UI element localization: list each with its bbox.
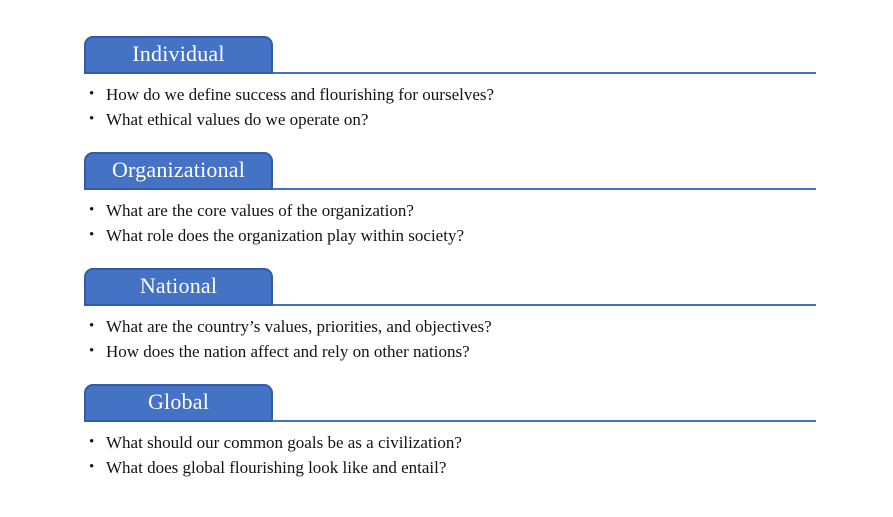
bullet-dot-icon [89,430,94,455]
question-text: How do we define success and flourishing for ourselves? [106,85,495,104]
section-header [84,270,816,306]
bullet-dot-icon [89,455,94,480]
bullet-dot-icon [89,223,94,248]
question-list [84,74,816,132]
question-text: What are the core values of the organization? [106,201,414,220]
bullet-dot-icon [89,107,94,132]
bullet-dot-icon [89,314,94,339]
section-header [84,38,816,74]
question-text: What should our common goals be as a civilization? [106,433,462,452]
level-tab [84,268,273,306]
question-item [84,198,816,223]
section-header [84,154,816,190]
question-item [84,82,816,107]
level-tab [84,384,273,422]
question-text: What role does the organization play within society? [106,226,464,245]
question-list [84,306,816,364]
question-text: What ethical values do we operate on? [106,110,369,129]
question-item [84,339,816,364]
bullet-dot-icon [89,198,94,223]
question-item [84,223,816,248]
level-tab [84,152,273,190]
question-text: What does global flourishing look like and entail? [106,458,447,477]
question-item [84,430,816,455]
section-national [84,270,816,364]
level-title: Organizational [111,157,246,182]
question-list [84,190,816,248]
section-organizational [84,154,816,248]
question-item [84,107,816,132]
bullet-dot-icon [89,339,94,364]
level-title: National [139,273,218,298]
question-text: How does the nation affect and rely on other nations? [106,342,470,361]
question-list [84,422,816,480]
level-title: Individual [132,41,225,66]
section-global [84,386,816,480]
question-item [84,455,816,480]
bullet-dot-icon [89,82,94,107]
question-text: What are the country’s values, priorities, and objectives? [106,317,492,336]
section-individual [84,38,816,132]
level-tab [84,36,273,74]
level-title: Global [147,389,210,414]
question-item [84,314,816,339]
section-header [84,386,816,422]
